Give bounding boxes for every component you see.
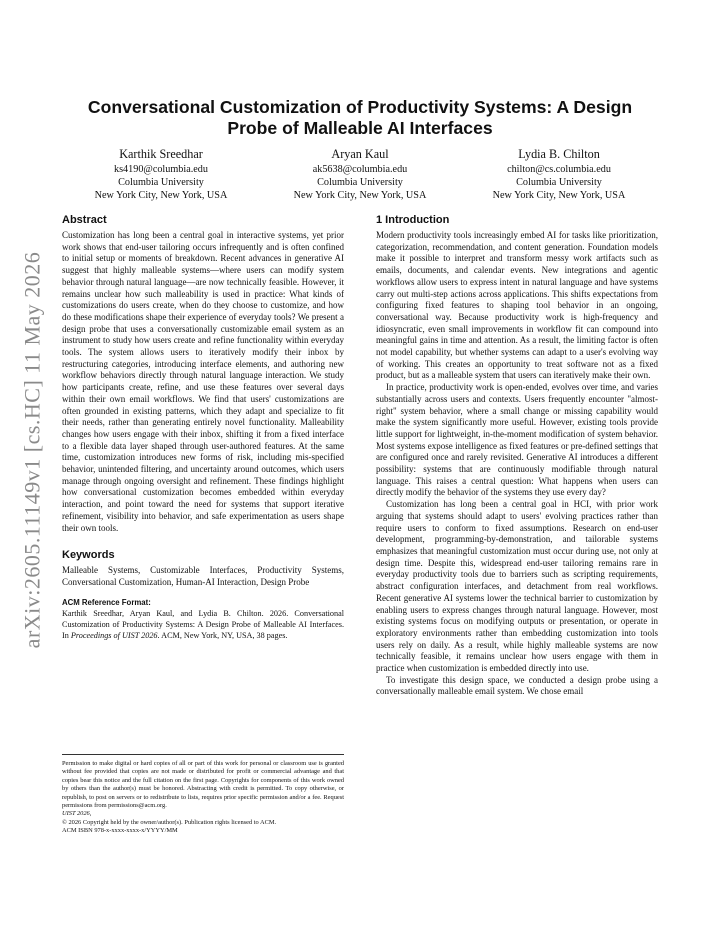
author-affiliation: Columbia University	[516, 177, 602, 188]
author-name: Lydia B. Chilton	[518, 147, 600, 161]
acm-reference-heading: ACM Reference Format:	[62, 597, 151, 607]
abstract-heading: Abstract	[62, 214, 107, 226]
acm-reference-authors: Karthik Sreedhar, Aryan Kaul, and Lydia B. Chilton. 2026. Conversational Customization of Productivity Systems: A Design Probe of Malleable AI Interfaces. In	[62, 608, 344, 640]
abstract-text: Customization has long been a central goal in interactive systems, yet prior work shows that end-user tailoring occurs infrequently and is often confined to initial setup or moments of breakdown. Recent advances in generative AI suggest that highly malleable systems—where users can modify system behavior through natural language—are now technically feasible. However, it remains unclear how such malleability is used in practice: What kinds of customizations do users create, when do they choose to customize, and how do these modifications shape their experience of everyday tools? We present a design probe that uses a conversationally customizable email system as an instrument to study how users create and refine functionality within everyday tools. The system allows users to iteratively modify their inbox by restructuring categories, introducing interface elements, and authoring new workflow behaviors directly through natural language interaction. We study how participants create, refine, and use these features over several days within their own email workflows. We find that users' customizations are often grounded in existing patterns, which they adapt and specialize to fit their needs, rather than generating entirely novel functionality. Malleability changes how users engage with their inbox, shifting it from a fixed interface to a flexible data layer shaped through user-authored features. At the same time, customization introduces new forms of risk, including mis-specified behavior, unintended filtering, and uncertainty around outcomes, which users manage through ongoing oversight and refinement. These findings highlight how conversational customization becomes embedded within everyday interaction, and point toward the need for systems that support iterative refinement, visibility into behavior, and safe experimentation as users shape their own tools.	[62, 230, 344, 533]
author-email: ks4190@columbia.edu	[114, 164, 208, 175]
introduction-heading: 1 Introduction	[376, 214, 450, 226]
intro-paragraph: In practice, productivity work is open-ended, evolves over time, and varies substantially across users and contexts. Users frequently encounter "almost-right" system behavior, where a small change or missing capability would make the system significantly more useful. However, existing tools provide little support for lightweight, in-the-moment modification of system behavior. Most systems expose intelligence as fixed features or pre-defined settings that are configured once and rarely revisited. Generative AI introduces a different possibility: systems that are continuously modifiable through natural language. This raises a central question: What happens when users can directly modify the behavior of the systems they use every day?	[376, 382, 658, 498]
author-affiliation: Columbia University	[118, 177, 204, 188]
right-column	[376, 213, 658, 698]
acm-reference-publisher: . ACM, New York, NY, USA, 38 pages.	[157, 630, 288, 640]
copyright-text: © 2026 Copyright held by the owner/author(s). Publication rights licensed to ACM.	[62, 818, 277, 826]
author-location: New York City, New York, USA	[94, 190, 228, 201]
author-2	[261, 147, 459, 202]
author-location: New York City, New York, USA	[293, 190, 427, 201]
permission-text: Permission to make digital or hard copies of all or part of this work for personal or classroom use is granted without fee provided that copies are not made or distributed for profit or commercial advantage and that copies bear this notice and the full citation on the first page. Copyrights for components of this work owned by others than the author(s) must be honored. Abstracting with credit is permitted. To copy otherwise, or republish, to post on servers or to redistribute to lists, requires prior specific permission and/or a fee. Request permissions from permissions@acm.org.	[62, 760, 344, 810]
arxiv-identifier-text: arXiv:2605.11149v1 [cs.HC] 11 May 2026	[19, 251, 44, 649]
author-name: Karthik Sreedhar	[119, 147, 203, 161]
author-email: ak5638@columbia.edu	[312, 164, 408, 175]
author-name: Aryan Kaul	[331, 147, 389, 161]
author-affiliation: Columbia University	[317, 177, 403, 188]
permission-footnote	[62, 754, 344, 836]
footnote-venue: UIST 2026,	[62, 810, 92, 818]
intro-paragraph: To investigate this design space, we conducted a design probe using a conversationally malleable email system. We chose email	[376, 674, 658, 697]
keywords-text: Malleable Systems, Customizable Interfaces, Productivity Systems, Conversational Customization, Human-AI Interaction, Design Probe	[62, 565, 344, 587]
intro-paragraph: Customization has long been a central goal in HCI, with prior work arguing that systems should adapt to users' evolving practices rather than require users to conform to fixed assumptions. Research on end-user development, programming-by-demonstration, and tailorable systems emphasizes that meaningful customization must occur during use, not only at design time. Despite this, widespread end-user tailoring remains rare in everyday productivity tools due to barriers such as scripting requirements, abstract configuration interfaces, and detachment from real workflows. Recent generative AI systems lower the technical barrier to customization by enabling users to express changes through natural language. However, most existing systems focus on modifying outputs or presentation, or operate in exploratory environments rather than embedding customization into tools users rely on daily. As a result, while highly malleable systems are now technically feasible, it remains unclear how users engage with them in practice when customization is embedded directly into use.	[376, 499, 658, 674]
intro-paragraph: Modern productivity tools increasingly embed AI for tasks like prioritization, categorization, recommendation, and content generation. Foundation models make it possible to interpret and transform messy work artifacts such as emails, documents, and calendar events. New integrations and agentic workflows allow users to express intent in natural language and have systems carry out multi-step actions across applications. This shifts expectations from configuring fixed features to shaping tool behavior in an ongoing, conversational way. Because productivity work is high-frequency and idiosyncratic, even small improvements in workflow fit can compound into meaningful gains in time and attention. As a result, the limiting factor is often not model capability, but whether systems can adapt to a user's evolving way of working. This creates an opportunity to treat software not as a fixed product, but as a malleable system that users can iteratively make their own.	[376, 230, 658, 381]
keywords-heading: Keywords	[62, 549, 115, 562]
acm-reference-text	[62, 608, 344, 641]
isbn-text: ACM ISBN 978-x-xxxx-xxxx-x/YYYY/MM	[62, 827, 178, 835]
author-3	[460, 147, 658, 202]
author-1	[62, 147, 260, 202]
paper-title: Conversational Customization of Productivity Systems: A Design Probe of Malleable AI Interfaces	[87, 97, 633, 138]
left-column	[62, 213, 344, 641]
author-location: New York City, New York, USA	[492, 190, 626, 201]
arxiv-identifier-stamp	[12, 240, 52, 660]
author-email: chilton@cs.columbia.edu	[507, 164, 611, 175]
acm-reference-venue: Proceedings of UIST 2026	[70, 630, 158, 640]
author-block	[62, 147, 658, 202]
